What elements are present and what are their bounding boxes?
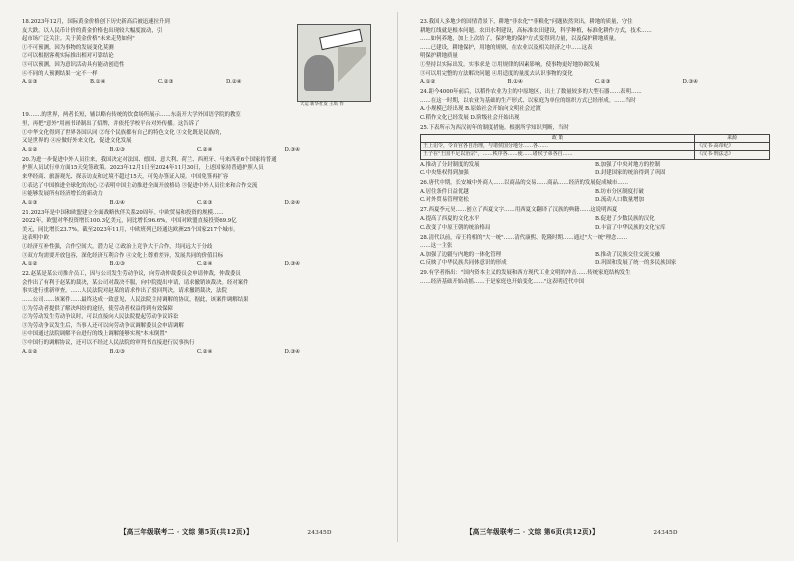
answer-option: D.③④ (284, 146, 301, 153)
question-text-line: A.小规模已经出现 B.原始社会开始向文明社会过渡 (420, 106, 541, 113)
answer-option: D.流动人口数量增加 (595, 197, 644, 204)
left-footer-code: 24345D (307, 530, 332, 536)
question-text-line: 25.下表所示为西汉初年的制度措施。根据所学知识判断，当时 (420, 124, 569, 131)
question-text-line: 27.西夏李元昊……创立了西夏文字……用西夏文翻译了汉族的典籍……这说明西夏 (420, 207, 618, 214)
answer-option: C.对外贸易管理宽松 (420, 197, 469, 204)
question-text-line: ③可以预测，因为意识活动具有能动创造性 (22, 61, 125, 68)
answer-option: D.②④ (226, 79, 242, 86)
question-text-line: 19.……的世界，两者长短，辅以略有传统的饮食场所展示……东南开大学外国语学院的教室 (22, 112, 241, 119)
question-text-line: 里，再把"意外"用画书译制出了招牌，并依托学校平台对外传播。这告诉了 (22, 120, 200, 127)
table-cell: 王上诏令，令百官各自治理，与诸侯国分地分……各…… (421, 142, 695, 150)
table-cell: 《汉书·刑法志》 (695, 151, 770, 159)
answer-options (22, 78, 294, 87)
question-text-line: 友大跌。以人民币计价的黄金价格也出现较大幅度波动，引 (22, 27, 163, 34)
question-text-line: 会作出了有利于赵某的裁决，某公司对裁决不服，向中院提出申请，请求撤销该裁决。经对案件 (22, 279, 249, 286)
answer-option: D.②④ (284, 199, 301, 206)
question-text-line: ……公司……该案件……最终达成一致意见，人民法院主持调解的协议，据此，该案件调解结果 (22, 297, 249, 304)
question-text-line: ①为劳动者提供了解决纠纷的途径，使劳动者权益得到有效保障 (22, 305, 173, 312)
question-text-line: 耕地红线就是根本问题。农田水利建设，高标准农田建设，科学种植，标准化耕作方式，技术…… (420, 27, 652, 34)
question-text-line: ③可以用完整的方法解决问题 ④用适度的量度去认识事物的变化 (420, 70, 573, 77)
question-27 (420, 206, 770, 232)
question-text-line: ④中国通过法院调解平台进行的线上调解能够实现"本末倒置" (22, 331, 168, 338)
question-text-line: ①表达了中国推进全球化的决心 ②表明中国主动推进全面开放格局 ③促进中外人员往来和合作交流 (22, 182, 258, 189)
question-text-line: ②为劳动发生劳动争议时，可以直接向人民法院提起劳动争议诉讼 (22, 314, 179, 321)
question-text-line: 26.唐代中期，长安城中外商人……以商品的交易……商品……经济的发展促成城市…… (420, 180, 629, 187)
answer-option: B.推动了民族交往交流交融 (595, 251, 660, 258)
question-29 (420, 269, 770, 286)
answer-option: A.①② (22, 348, 38, 355)
policy-table (420, 134, 770, 160)
left-footer (120, 526, 332, 536)
answer-option: D.丰富了中华民族的文化宝库 (595, 224, 666, 231)
right-footer-title: 【高三年级联考二 · 文综 第6页(共12页)】 (466, 528, 599, 536)
answer-options (22, 348, 372, 357)
answer-option: A.①② (420, 79, 436, 86)
answer-options (420, 215, 770, 232)
answer-option: B.坊市分区制度打破 (595, 188, 644, 195)
answer-options (22, 199, 372, 208)
question-21 (22, 209, 372, 269)
table-header: 政 策 (421, 134, 695, 142)
answer-option: B.①③ (109, 348, 125, 355)
answer-option: A.推动了分封制度的发展 (420, 161, 480, 168)
answer-option: C.②④ (197, 348, 213, 355)
answer-option: B.①③ (109, 261, 125, 268)
answer-option: D.③④ (284, 348, 301, 355)
answer-option: D.封建国家的统治得到了巩固 (595, 170, 666, 177)
question-25 (420, 124, 770, 178)
question-28 (420, 234, 770, 268)
answer-option: C.②③ (158, 79, 174, 86)
cartoon-figure (304, 55, 334, 91)
table-row (421, 142, 770, 150)
question-19 (22, 111, 372, 154)
answer-options (420, 161, 770, 178)
question-text-line: 23.我国人多地少的国情背景下，耕地"非农化""非粮化"问题依然突出，耕地的质量，守住 (420, 19, 633, 25)
question-text-line: ①中华文化得到了世界各国认同 ②每个民族都有自己的特色文化 ③文化既是民族的， (22, 129, 225, 136)
question-text-line: 护照人员试行单方面15天免签政策。2023年12月1日至2024年11月30日，上述国家持普通护照人员 (22, 165, 264, 172)
answer-options (22, 146, 372, 155)
answer-option: A.加强了边疆与内地的一体化管理 (420, 251, 502, 258)
answer-options (22, 260, 372, 269)
answer-option: C.改变了中原王朝的统治格局 (420, 224, 491, 231)
question-text-line: 这表明中欧 (22, 235, 49, 242)
question-20 (22, 156, 372, 208)
right-footer (466, 526, 678, 536)
answer-options (420, 188, 770, 205)
question-text-line: 事实进行重新审查，……人民法院对赵某的请求作出了驳回判决，请求撤销裁决，法院 (22, 288, 227, 295)
table-header: 来源 (695, 134, 770, 142)
question-text-line: 明保护耕地质量 (420, 53, 458, 60)
answer-option: B.加强了中央对地方的控制 (595, 161, 660, 168)
question-text-line: ……在这一时期，以农业为基础的生产形式、以家庭为单位的组织方式已经形成。……当时 (420, 97, 636, 104)
question-text-line: 美元，同比增长23.7%。截至2023年11月，中欧班列已经通达欧洲25个国家217个城市。 (22, 226, 239, 233)
answer-option: C.②④ (197, 261, 213, 268)
question-text-line: ③双方均需要开放包容，深化经济互利合作 ④文化上尊重差异，发展共同的价值目标 (22, 252, 224, 259)
question-text-line: 2022年，欧盟对华投资增长100.3亿美元，同比增长96.6%，中国对欧盟直接投资69.9亿 (22, 218, 237, 225)
question-text-line: 来华经商、旅游观光、探亲访友和过境不超过15天，可免办签证入境。中国免签再扩容 (22, 173, 229, 180)
column-divider (397, 12, 398, 542)
question-text-line: ……如何养地，加上上次给了，保护地的保护方式变得到力量，以及保护耕地质量。 (420, 36, 620, 43)
cartoon-stairs (338, 47, 366, 89)
answer-option: D.③④ (284, 261, 301, 268)
left-column (22, 18, 372, 358)
answer-option: D.③④ (682, 79, 699, 86)
question-26 (420, 179, 770, 205)
question-text-line: 22.赵某是某公司推介员工，因与公司发生劳动争议，向劳动仲裁委员会申请仲裁，仲裁委员 (22, 271, 241, 278)
answer-option: A.居住条件日益优越 (420, 188, 469, 195)
answer-option: A.提高了西夏的文化水平 (420, 216, 480, 223)
question-text-line: 28.清代以前，帝王将相的"大一统"……清代康熙、乾隆时期……通过"大一统"理念…… (420, 234, 628, 241)
question-text-line: ……这一主张 (420, 243, 453, 250)
question-24 (420, 88, 770, 122)
left-footer-title: 【高三年级联考二 · 文综 第5页(共12页)】 (120, 528, 253, 536)
question-text-line: 29.有学者指出："国内资本主义的发展和西方现代工业文明的冲击……传统家庭结构发生 (420, 270, 631, 277)
answer-option: B.①④ (507, 79, 523, 86)
question-22 (22, 270, 372, 356)
answer-option: A.①③ (22, 79, 38, 86)
cartoon-caption: 天运 新华社发 王琪 作 (300, 102, 344, 108)
answer-option: B.①④ (90, 79, 106, 86)
answer-option: B.①③ (109, 146, 125, 153)
cartoon-image (297, 24, 371, 108)
table-cell: 王子在"王国不足以治宗"，……秩序各……使……诸侯子弟各自…… (421, 151, 695, 159)
question-text-line: ⑤中国行的调解协议，还可以不经过人民法院的审判书直接进行民事执行 (22, 340, 195, 346)
answer-options (420, 78, 770, 87)
question-text-line: ④不同的人预测结果一定不一样 (22, 70, 98, 77)
right-footer-code: 24345D (653, 530, 678, 536)
answer-option: D.巩固和发展了统一的多民族国家 (595, 260, 677, 267)
answer-option: B.①④ (109, 199, 125, 206)
answer-option: A.①② (22, 261, 38, 268)
question-text-line: ①经济互补性强，合作空间大，潜力足 ②政治上竞争大于合作，共同远大于分歧 (22, 244, 213, 251)
answer-option: C.中央集权得到加强 (420, 170, 469, 177)
answer-option: C.②③ (595, 79, 611, 86)
answer-option: C.②③ (197, 199, 213, 206)
answer-option: C.反映了中华民族共同体意识的形成 (420, 260, 507, 267)
answer-options (420, 251, 770, 268)
question-text-line: C.稻作文化已经发展 D.阶级社会开始出现 (420, 114, 520, 121)
answer-option: A.①③ (22, 199, 38, 206)
question-text-line: 21.2023年是中国和欧盟建立全面战略伙伴关系20周年。中欧贸易和投资的规模…… (22, 209, 224, 216)
question-text-line: 24.距今4000年前后，以稻作农业为主的中原地区，出土了数量较多的大型石器……表明…… (420, 89, 642, 96)
question-text-line: ……经济基础开始动摇……于是家庭也开始变化……"这表明近代中国 (420, 279, 585, 285)
question-text-line: 20.为进一步促进中外人员往来，我国决定对法国、德国、意大利、荷兰、西班牙、马来西亚6个国家持普通 (22, 156, 277, 163)
question-text-line: 起市场广泛关注。关于黄金价格"未来走势如何" (22, 36, 135, 43)
question-18 (22, 18, 372, 110)
question-text-line: ……已建设，耕地保护，用地的规则，在农业以及相关经济之中……这表 (420, 44, 593, 51)
question-text-line: 18.2023年12月，国际黄金价格创下历史新高后被迅速拉升到 (22, 19, 170, 25)
table-cell: 《汉书·高帝纪》 (695, 142, 770, 150)
answer-option: C.②④ (197, 146, 213, 153)
question-text-line: 又是世界的 ④应做好外来文化，促进文化发展 (22, 138, 132, 145)
question-text-line: ①坚持以实际出发，实事求是 ②用规律的因素影响，使事物更好地协调发展 (420, 61, 600, 68)
question-text-line: ②可以根据客观实际推出相对可靠结论 (22, 53, 114, 60)
right-column (420, 18, 770, 288)
table-row (421, 151, 770, 159)
question-text-line: ④能够发展所有经济增长的新动力 (22, 191, 103, 198)
answer-option: A.①② (22, 146, 38, 153)
answer-option: B.促进了少数民族的汉化 (595, 216, 655, 223)
question-text-line: ①不可预测，因为事物的发展变化莫测 (22, 44, 114, 51)
question-23 (420, 18, 770, 87)
question-text-line: ③为劳动争议发生后，当事人还可以向劳动争议调解委员会申请调解 (22, 322, 184, 329)
